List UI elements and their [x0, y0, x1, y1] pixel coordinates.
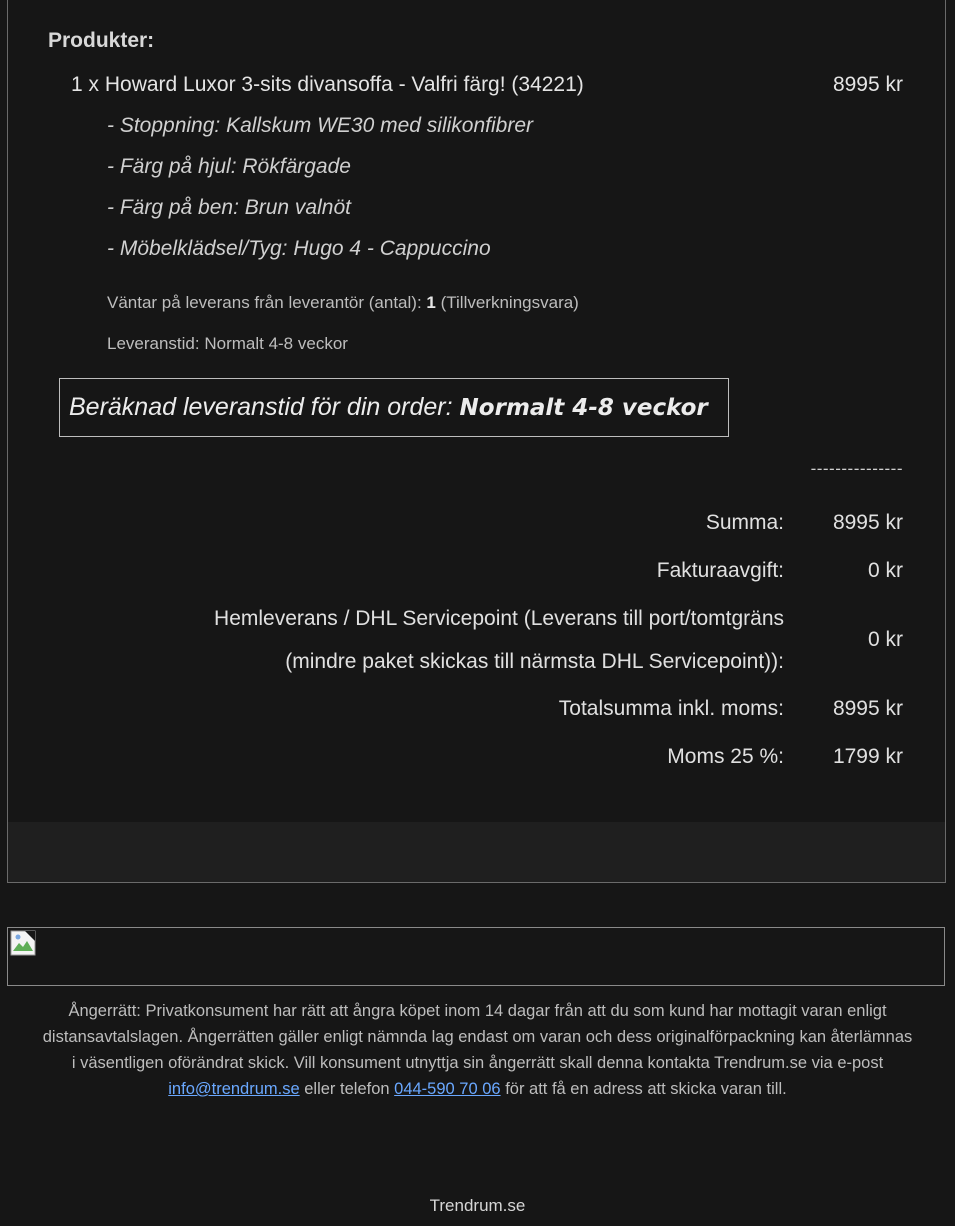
- banner-image-frame: [7, 927, 945, 986]
- total-value: 8995 kr: [832, 697, 903, 720]
- product-option-wheel-color: - Färg på hjul: Rökfärgade: [107, 155, 351, 178]
- legal-end: för att få en adress att skicka varan till.: [505, 1080, 787, 1098]
- invoice-fee-value: 0 kr: [867, 559, 903, 582]
- legal-mid: eller telefon: [304, 1080, 390, 1098]
- vat-label: Moms 25 %:: [667, 745, 784, 768]
- legal-body: Ångerrätt: Privatkonsument har rätt att ångra köpet inom 14 dagar från att du som kund har mottagit varan enligt distansavtalslagen. Ångerrätten gäller enligt nämnda lag endast om varan och dess originalförpackning kan återlämnas i väsentligen oförändrat skick. Vill konsument utnyttja sin ångerrätt skall denna kontakta Trendrum.se via e-post: [42, 1002, 913, 1072]
- order-box-footer-band: [8, 822, 945, 882]
- vat-value: 1799 kr: [832, 745, 903, 768]
- shipping-value: 0 kr: [867, 628, 903, 651]
- subtotal-value: 8995 kr: [832, 511, 903, 534]
- products-heading: Produkter:: [48, 29, 155, 52]
- total-label: Totalsumma inkl. moms:: [558, 697, 784, 720]
- subtotal-label: Summa:: [705, 511, 784, 534]
- estimated-delivery-box: [59, 378, 729, 437]
- shipping-label-line1: Hemleverans / DHL Servicepoint (Leverans till port/tomtgräns: [214, 607, 784, 630]
- product-price: 8995 kr: [832, 73, 903, 96]
- supplier-waiting-status: [107, 293, 579, 313]
- totals-divider: ---------------: [810, 459, 903, 478]
- product-option-leg-color: - Färg på ben: Brun valnöt: [107, 196, 351, 219]
- estimated-delivery-value: Normalt 4-8 veckor: [459, 394, 708, 421]
- estimated-delivery-label: Beräknad leveranstid för din order:: [69, 393, 453, 421]
- footer-brand: Trendrum.se: [429, 1196, 526, 1215]
- broken-image-icon: [10, 930, 36, 956]
- waiting-note: (Tillverkningsvara): [440, 293, 579, 312]
- lead-time: Leveranstid: Normalt 4-8 veckor: [107, 334, 348, 353]
- waiting-count: 1: [426, 293, 436, 312]
- shipping-label-line2: (mindre paket skickas till närmsta DHL Servicepoint)):: [285, 650, 784, 673]
- product-option-filling: - Stoppning: Kallskum WE30 med silikonfibrer: [107, 114, 534, 137]
- email-link[interactable]: info@trendrum.se: [168, 1080, 300, 1098]
- phone-link[interactable]: 044-590 70 06: [394, 1080, 501, 1098]
- waiting-label: Väntar på leverans från leverantör (antal):: [107, 293, 422, 312]
- order-summary-box: [7, 0, 946, 883]
- product-option-fabric: - Möbelklädsel/Tyg: Hugo 4 - Cappuccino: [107, 237, 491, 260]
- right-of-withdrawal-text: [40, 998, 915, 1102]
- invoice-fee-label: Fakturaavgift:: [656, 559, 784, 582]
- product-title: 1 x Howard Luxor 3-sits divansoffa - Valfri färg! (34221): [71, 73, 584, 96]
